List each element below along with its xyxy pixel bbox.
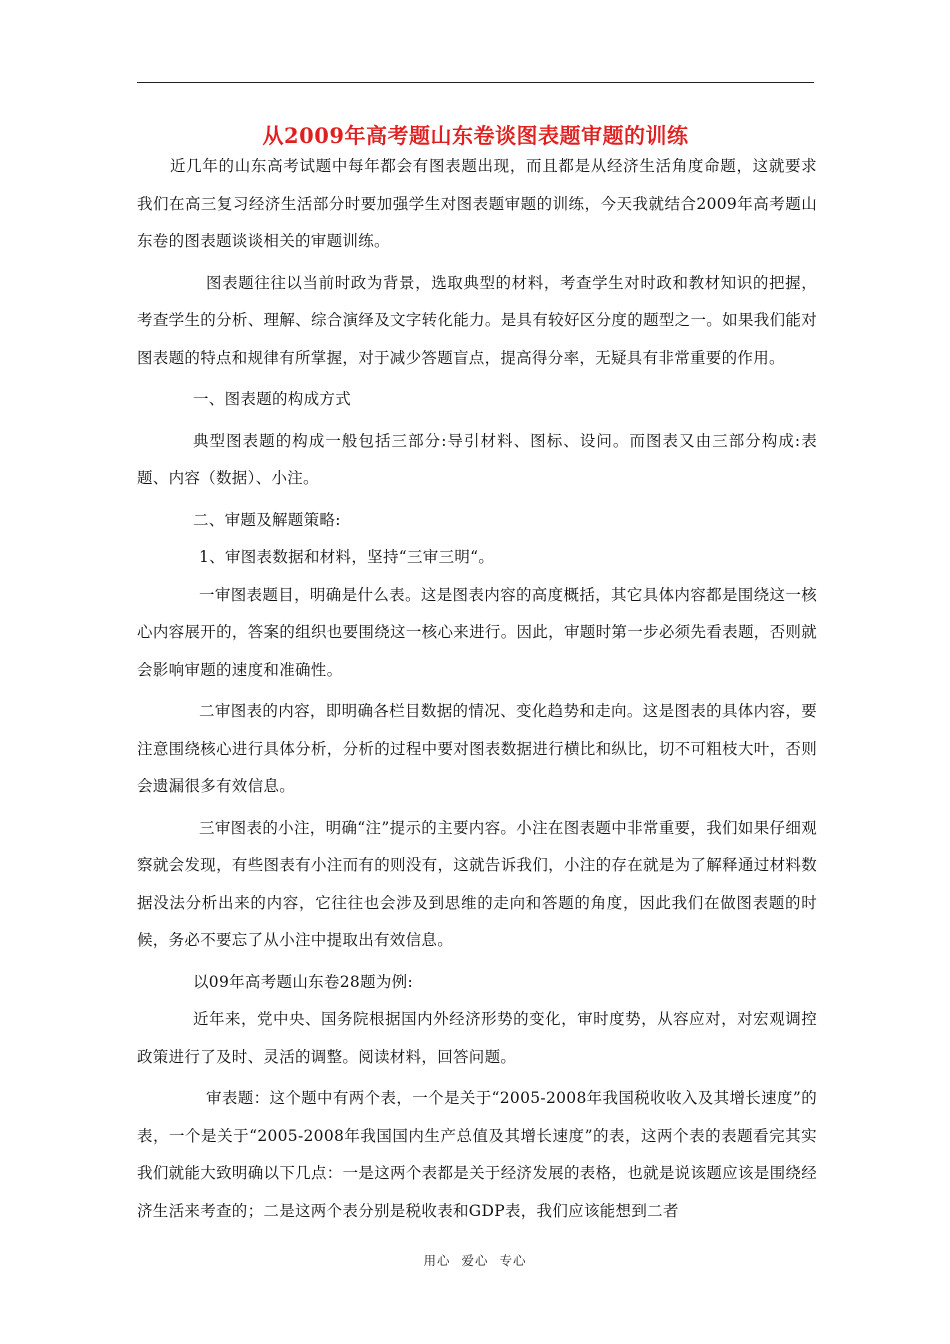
paragraph-characteristics: 图表题往往以当前时政为背景，选取典型的材料，考查学生对时政和教材知识的把握，考查学生的分析、理解、综合演绎及文字转化能力。是具有较好区分度的题型之一。如果我们能对图表题的特点和规律有所掌握，对于减少答题盲点，提高得分率，无疑具有非常重要的作用。 [137,273,817,367]
page-footer: 用心 爱心 专心 [423,1253,527,1268]
paragraph-table-analysis: 审表题：这个题中有两个表，一个是关于“2005-2008年我国税收收入及其增长速度”的表，一个是关于“2005-2008年我国国内生产总值及其增长速度”的表，这两个表的表题看完其实我们就能大致明确以下几点：一是这两个表都是关于经济发展的表格，也就是说该题应该是围绕经济生活来考查的；二是这两个表分别是税收表和GDP表，我们应该能想到二者 [137,1089,817,1220]
paragraph-third-review: 三审图表的小注，明确“注”提示的主要内容。小注在图表题中非常重要，我们如果仔细观察就会发现，有些图表有小注而有的则没有，这就告诉我们，小注的存在就是为了解释通过材料数据没法分析出来的内容，它往往也会涉及到思维的走向和答题的角度，因此我们在做图表题的时候，务必不要忘了从小注中提取出有效信息。 [137,818,817,949]
section-heading-1: 一、图表题的构成方式 [193,390,352,408]
document-body [137,148,817,1230]
paragraph-example-material: 近年来，党中央、国务院根据国内外经济形势的变化，审时度势，从容应对，对宏观调控政策进行了及时、灵活的调整。阅读材料，回答问题。 [137,1010,817,1066]
document-title: 从2009年高考题山东卷谈图表题审题的训练 [262,123,689,148]
paragraph-example-intro: 以09年高考题山东卷28题为例: [193,972,413,991]
paragraph-intro: 近几年的山东高考试题中每年都会有图表题出现，而且都是从经济生活角度命题，这就要求我们在高三复习经济生活部分时要加强学生对图表题审题的训练，今天我就结合2009年高考题山东卷的图表题谈谈相关的审题训练。 [137,157,817,250]
paragraph-second-review: 二审图表的内容，即明确各栏目数据的情况、变化趋势和走向。这是图表的具体内容，要注意围绕核心进行具体分析，分析的过程中要对图表数据进行横比和纵比，切不可粗枝大叶，否则会遗漏很多有效信息。 [137,702,817,795]
header-rule [137,82,814,83]
section-heading-2: 二、审题及解题策略: [193,510,341,529]
paragraph-structure: 典型图表题的构成一般包括三部分:导引材料、图标、设问。而图表又由三部分构成:表题、内容（数据）、小注。 [137,431,817,487]
paragraph-first-review: 一审图表题目，明确是什么表。这是图表内容的高度概括，其它具体内容都是围绕这一核心内容展开的，答案的组织也要围绕这一核心来进行。因此，审题时第一步必须先看表题，否则就会影响审题的速度和准确性。 [137,585,817,679]
subsection-heading-1: 1、审图表数据和材料，坚持“三审三明“。 [199,548,495,566]
